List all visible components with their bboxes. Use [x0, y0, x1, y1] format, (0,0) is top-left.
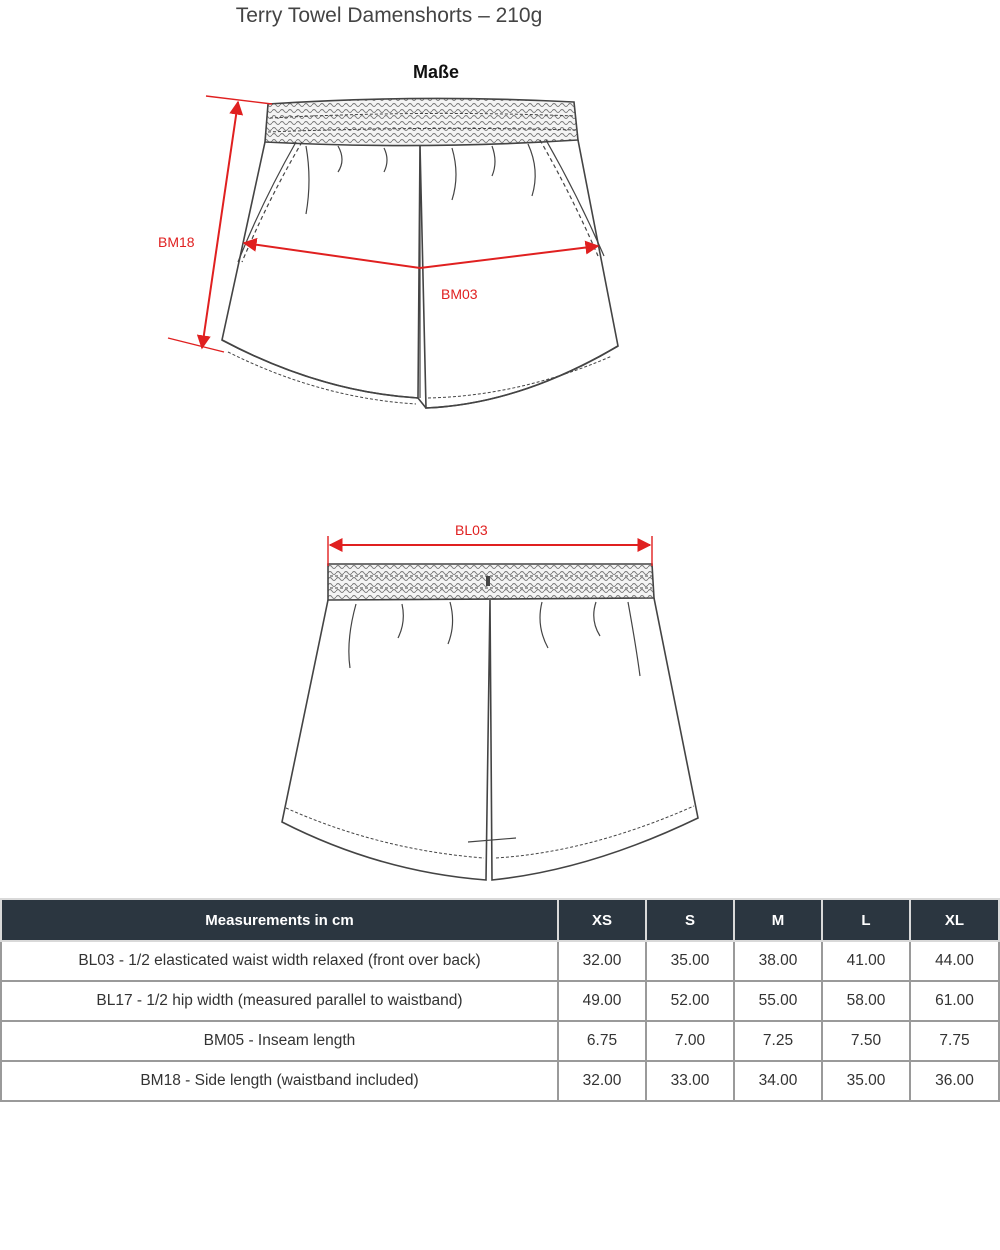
cell-value: 58.00	[822, 981, 910, 1021]
page-title: Terry Towel Damenshorts – 210g	[235, 4, 543, 27]
header-measurements: Measurements in cm	[1, 899, 558, 941]
header-size-xl: XL	[910, 899, 999, 941]
cell-value: 61.00	[910, 981, 999, 1021]
cell-value: 41.00	[822, 941, 910, 981]
diagram-subtitle: Maße	[412, 62, 459, 82]
dimension-waist-width	[328, 522, 652, 566]
table-row	[1, 981, 999, 1021]
cell-value: 7.75	[910, 1021, 999, 1061]
cell-value: 34.00	[734, 1061, 822, 1101]
front-waistband	[265, 98, 578, 145]
cell-value: 52.00	[646, 981, 734, 1021]
table-row	[1, 1061, 999, 1101]
row-label: BL17 - 1/2 hip width (measured parallel to waistband)	[1, 981, 558, 1021]
table-row	[1, 941, 999, 981]
cell-value: 6.75	[558, 1021, 646, 1061]
label-side-length: BM18	[158, 234, 195, 250]
label-waist-width: BL03	[455, 522, 488, 538]
header-size-l: L	[822, 899, 910, 941]
header-size-xs: XS	[558, 899, 646, 941]
back-waistband	[328, 564, 654, 600]
measurement-table	[0, 898, 1000, 1102]
header-size-s: S	[646, 899, 734, 941]
cell-value: 7.25	[734, 1021, 822, 1061]
cell-value: 35.00	[646, 941, 734, 981]
front-view-shorts	[222, 98, 618, 408]
header-size-m: M	[734, 899, 822, 941]
cell-value: 36.00	[910, 1061, 999, 1101]
cell-value: 38.00	[734, 941, 822, 981]
row-label: BM05 - Inseam length	[1, 1021, 558, 1061]
cell-value: 7.50	[822, 1021, 910, 1061]
cell-value: 35.00	[822, 1061, 910, 1101]
table-header-row	[1, 899, 999, 941]
cell-value: 32.00	[558, 1061, 646, 1101]
table-row	[1, 1021, 999, 1061]
cell-value: 44.00	[910, 941, 999, 981]
cell-value: 55.00	[734, 981, 822, 1021]
row-label: BL03 - 1/2 elasticated waist width relaxed (front over back)	[1, 941, 558, 981]
cell-value: 33.00	[646, 1061, 734, 1101]
back-view-shorts	[282, 564, 698, 880]
label-hip-width: BM03	[441, 286, 478, 302]
dimension-hip-width	[244, 243, 598, 302]
cell-value: 49.00	[558, 981, 646, 1021]
back-body-outline	[282, 598, 698, 880]
cell-value: 32.00	[558, 941, 646, 981]
cell-value: 7.00	[646, 1021, 734, 1061]
row-label: BM18 - Side length (waistband included)	[1, 1061, 558, 1101]
dimension-side-length	[158, 96, 272, 352]
